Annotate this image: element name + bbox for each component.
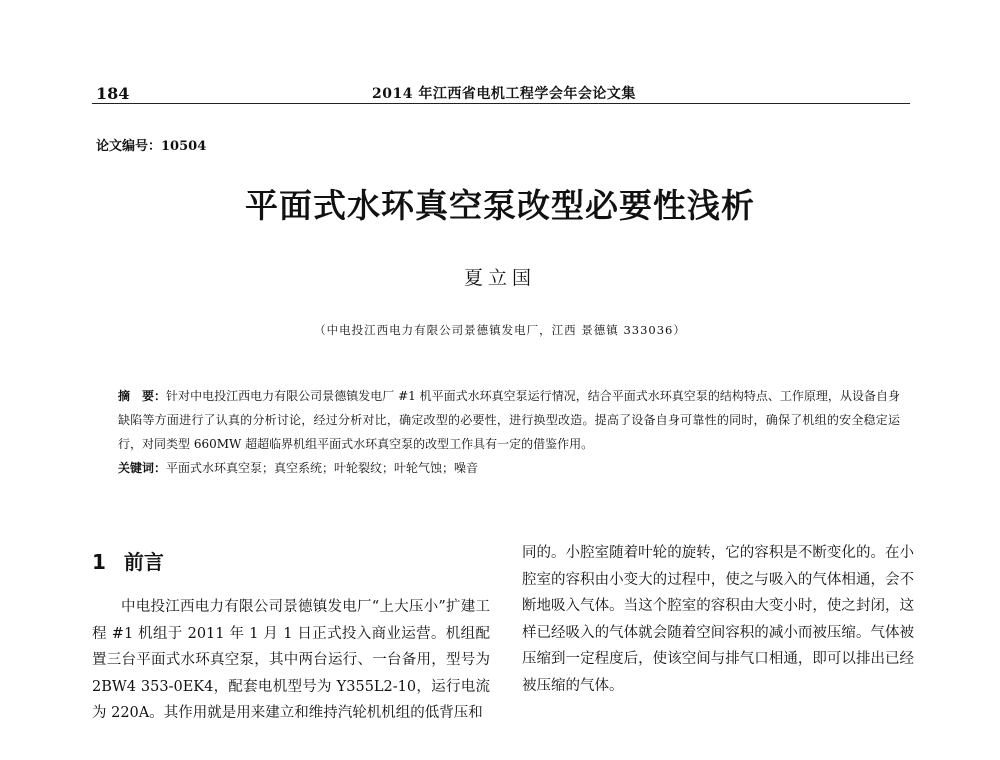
page-number: 184 <box>96 84 130 103</box>
abstract-block <box>118 384 900 480</box>
section-heading <box>92 546 164 575</box>
paper-title: 平面式水环真空泵改型必要性浅析 <box>245 186 755 225</box>
abstract-text: 针对中电投江西电力有限公司景德镇发电厂 #1 机平面式水环真空泵运行情况，结合平面式水环真空泵的结构特点、工作原理，从设备自身缺陷等方面进行了认真的分析讨论，经过分析对比，确定改型的必要性，进行换型改造。提高了设备自身可靠性的同时，确保了机组的安全稳定运行，对同类型 660MW 超超临界机组平面式水环真空泵的改型工作具有一定的借鉴作用。 <box>118 389 900 451</box>
body-column-left <box>92 594 490 727</box>
section-number: 1 <box>92 550 106 574</box>
keywords-text: 平面式水环真空泵；真空系统；叶轮裂纹；叶轮气蚀；噪音 <box>166 461 479 475</box>
paper-id <box>96 135 206 154</box>
abstract <box>118 384 900 456</box>
section-title: 前言 <box>123 550 164 574</box>
body-column-right <box>522 540 914 699</box>
abstract-label: 摘 要： <box>118 389 167 403</box>
keywords <box>118 456 900 480</box>
affiliation: （中电投江西电力有限公司景德镇发电厂，江西 景德镇 333036） <box>314 323 686 337</box>
running-title: 2014 年江西省电机工程学会年会论文集 <box>372 86 636 102</box>
author: 夏立国 <box>463 267 536 289</box>
keywords-label: 关键词： <box>118 461 167 475</box>
header-rule <box>92 103 910 104</box>
body-paragraph-right: 同的。小腔室随着叶轮的旋转，它的容积是不断变化的。在小腔室的容积由小变大的过程中，使之与吸入的气体相通，会不断地吸入气体。当这个腔室的容积由大变小时，使之封闭，这样已经吸入的气体就会随着空间容积的减小而被压缩。气体被压缩到一定程度后，使该空间与排气口相通，即可以排出已经被压缩的气体。 <box>522 545 914 694</box>
paper-id-value: 10504 <box>161 139 207 154</box>
body-paragraph-left: 中电投江西电力有限公司景德镇发电厂“上大压小”扩建工程 #1 机组于 2011 年 1 月 1 日正式投入商业运营。机组配置三台平面式水环真空泵，其中两台运行、一台备用，型号为 2BW4 353-0EK4，配套电机型号为 Y355L2-10，运行电流为 220A。其作用就是用来建立和维持汽轮机机组的低背压和 <box>92 599 490 721</box>
paper-id-label: 论文编号： <box>96 139 162 154</box>
